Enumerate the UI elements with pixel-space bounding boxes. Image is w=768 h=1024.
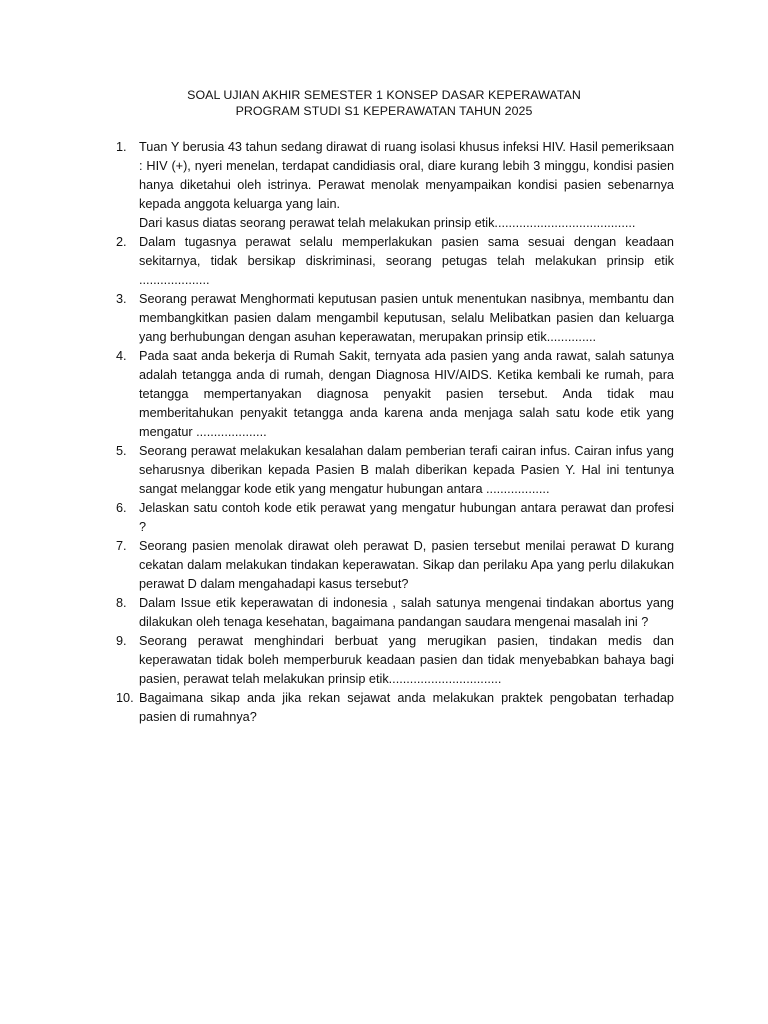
question-number: 2. <box>116 235 127 249</box>
question-text: Seorang perawat melakukan kesalahan dalam pemberian terafi cairan infus. Cairan infus yang seharusnya diberikan kepada Pasien B malah diberikan kepada Pasien Y. Hal ini tentunya sangat melanggar kode etik yang mengatur hubungan antara .................. <box>139 444 674 496</box>
question-text: Dalam tugasnya perawat selalu memperlakukan pasien sama sesuai dengan keadaan sekitarnya, tidak bersikap diskriminasi, seorang petugas telah melakukan prinsip etik .................... <box>139 235 674 287</box>
question-number: 3. <box>116 292 127 306</box>
question-text: Seorang perawat menghindari berbuat yang merugikan pasien, tindakan medis dan keperawatan tidak boleh memperburuk keadaan pasien dan tidak menyebabkan bahaya bagi pasien, perawat telah melakukan prinsip etik................................ <box>139 634 674 686</box>
question-number: 9. <box>116 634 127 648</box>
question-number: 7. <box>116 539 127 553</box>
question-number: 10. <box>116 691 134 705</box>
question-text: Tuan Y berusia 43 tahun sedang dirawat di ruang isolasi khusus infeksi HIV. Hasil pemeriksaan : HIV (+), nyeri menelan, terdapat candidiasis oral, diare kurang lebih 3 minggu, kondisi pasien hanya diketahui oleh istrinya. Perawat menolak menyampaikan kondisi pasien sebenarnya kepada anggota keluarga yang lain. <box>139 140 674 211</box>
question-prompt: Dari kasus diatas seorang perawat telah melakukan prinsip etik........................................ <box>139 216 636 230</box>
question-text: Bagaimana sikap anda jika rekan sejawat anda melakukan praktek pengobatan terhadap pasien di rumahnya? <box>139 691 674 724</box>
question-item <box>116 290 674 347</box>
document-title: SOAL UJIAN AKHIR SEMESTER 1 KONSEP DASAR KEPERAWATAN <box>187 88 581 102</box>
question-item <box>116 442 674 499</box>
document-subtitle: PROGRAM STUDI S1 KEPERAWATAN TAHUN 2025 <box>235 103 533 118</box>
question-number: 1. <box>116 140 127 154</box>
question-text: Seorang perawat Menghormati keputusan pasien untuk menentukan nasibnya, membantu dan membangkitkan pasien dalam mengambil keputusan, selalu Melibatkan pasien dan keluarga yang berhubungan dengan asuhan keperawatan, merupakan prinsip etik.............. <box>139 292 674 344</box>
question-item <box>116 537 674 594</box>
question-text: Dalam Issue etik keperawatan di indonesia , salah satunya mengenai tindakan abortus yang dilakukan oleh tenaga kesehatan, bagaimana pandangan saudara mengenai masalah ini ? <box>139 596 674 629</box>
question-number: 5. <box>116 444 127 458</box>
question-item <box>116 689 674 727</box>
question-item <box>116 594 674 632</box>
question-item <box>116 233 674 290</box>
question-list <box>116 138 674 727</box>
question-item <box>116 138 674 233</box>
question-text: Seorang pasien menolak dirawat oleh perawat D, pasien tersebut menilai perawat D kurang cekatan dalam melakukan tindakan keperawatan. Sikap dan perilaku Apa yang perlu dilakukan perawat D dalam mengahadapi kasus tersebut? <box>139 539 674 591</box>
question-item <box>116 499 674 537</box>
document-header <box>0 88 768 119</box>
question-number: 4. <box>116 349 127 363</box>
question-text: Jelaskan satu contoh kode etik perawat yang mengatur hubungan antara perawat dan profesi ? <box>139 501 674 534</box>
question-number: 6. <box>116 501 127 515</box>
question-text: Pada saat anda bekerja di Rumah Sakit, ternyata ada pasien yang anda rawat, salah satunya adalah tetangga anda di rumah, dengan Diagnosa HIV/AIDS. Ketika kembali ke rumah, para tetangga mempertanyakan diagnosa penyakit pasien tersebut. Anda tidak mau memberitahukan penyakit tetangga anda karena anda menjaga salah satu kode etik yang mengatur .................... <box>139 349 674 439</box>
question-number: 8. <box>116 596 127 610</box>
question-item <box>116 347 674 442</box>
question-item <box>116 632 674 689</box>
